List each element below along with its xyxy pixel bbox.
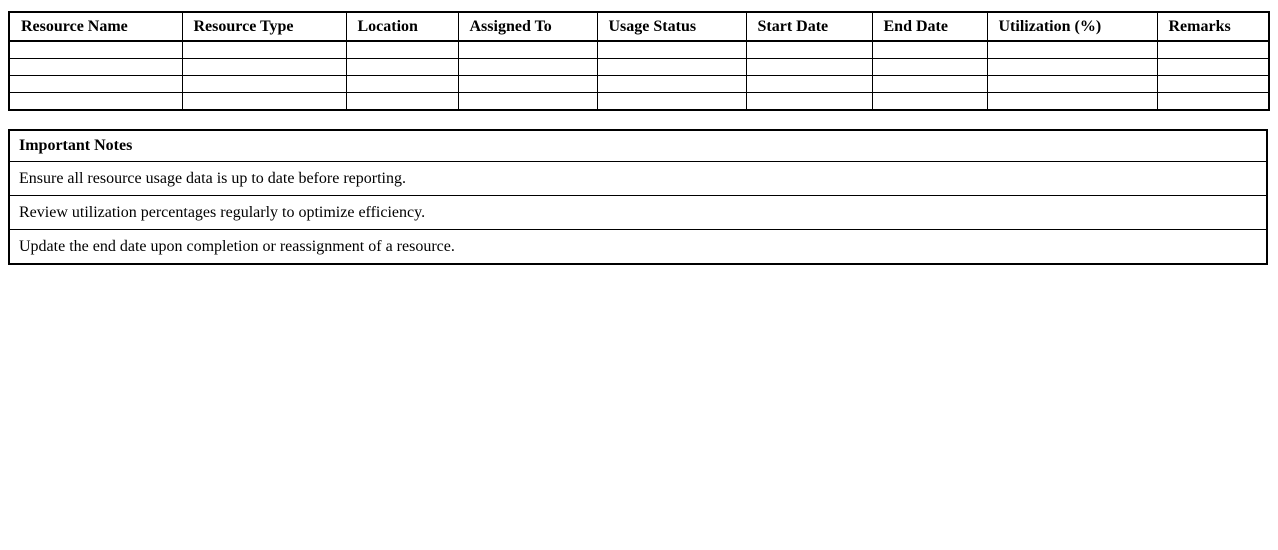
notes-title-row xyxy=(9,130,1267,162)
empty-cell xyxy=(346,93,458,111)
empty-cell xyxy=(9,59,182,76)
empty-cell xyxy=(987,76,1157,93)
note-text: Update the end date upon completion or reassignment of a resource. xyxy=(9,230,1267,265)
list-item xyxy=(9,230,1267,265)
empty-cell xyxy=(458,76,597,93)
empty-cell xyxy=(458,59,597,76)
empty-cell xyxy=(346,76,458,93)
column-header-assigned-to: Assigned To xyxy=(458,12,597,41)
empty-cell xyxy=(872,41,987,59)
empty-cell xyxy=(987,93,1157,111)
note-text: Ensure all resource usage data is up to date before reporting. xyxy=(9,162,1267,196)
empty-cell xyxy=(346,59,458,76)
empty-cell xyxy=(597,41,746,59)
table-row xyxy=(9,59,1269,76)
column-header-start-date: Start Date xyxy=(746,12,872,41)
empty-cell xyxy=(182,59,346,76)
empty-cell xyxy=(9,41,182,59)
empty-cell xyxy=(182,76,346,93)
empty-cell xyxy=(458,41,597,59)
column-header-resource-name: Resource Name xyxy=(9,12,182,41)
column-header-usage-status: Usage Status xyxy=(597,12,746,41)
table-row xyxy=(9,41,1269,59)
empty-cell xyxy=(9,76,182,93)
empty-cell xyxy=(458,93,597,111)
empty-cell xyxy=(1157,41,1269,59)
empty-cell xyxy=(182,93,346,111)
document-page xyxy=(0,0,1278,265)
empty-cell xyxy=(872,76,987,93)
notes-title: Important Notes xyxy=(9,130,1267,162)
empty-cell xyxy=(987,41,1157,59)
empty-cell xyxy=(1157,93,1269,111)
resource-usage-table xyxy=(8,11,1270,111)
list-item xyxy=(9,162,1267,196)
column-header-resource-type: Resource Type xyxy=(182,12,346,41)
resource-table-header-row xyxy=(9,12,1269,41)
empty-cell xyxy=(987,59,1157,76)
empty-cell xyxy=(872,93,987,111)
column-header-remarks: Remarks xyxy=(1157,12,1269,41)
list-item xyxy=(9,196,1267,230)
important-notes-table xyxy=(8,129,1268,265)
column-header-utilization: Utilization (%) xyxy=(987,12,1157,41)
empty-cell xyxy=(182,41,346,59)
empty-cell xyxy=(746,41,872,59)
empty-cell xyxy=(746,76,872,93)
empty-cell xyxy=(597,76,746,93)
empty-cell xyxy=(1157,76,1269,93)
empty-cell xyxy=(9,93,182,111)
empty-cell xyxy=(597,59,746,76)
column-header-end-date: End Date xyxy=(872,12,987,41)
empty-cell xyxy=(1157,59,1269,76)
column-header-location: Location xyxy=(346,12,458,41)
empty-cell xyxy=(746,93,872,111)
table-row xyxy=(9,76,1269,93)
empty-cell xyxy=(746,59,872,76)
empty-cell xyxy=(346,41,458,59)
empty-cell xyxy=(872,59,987,76)
table-row xyxy=(9,93,1269,111)
note-text: Review utilization percentages regularly to optimize efficiency. xyxy=(9,196,1267,230)
empty-cell xyxy=(597,93,746,111)
